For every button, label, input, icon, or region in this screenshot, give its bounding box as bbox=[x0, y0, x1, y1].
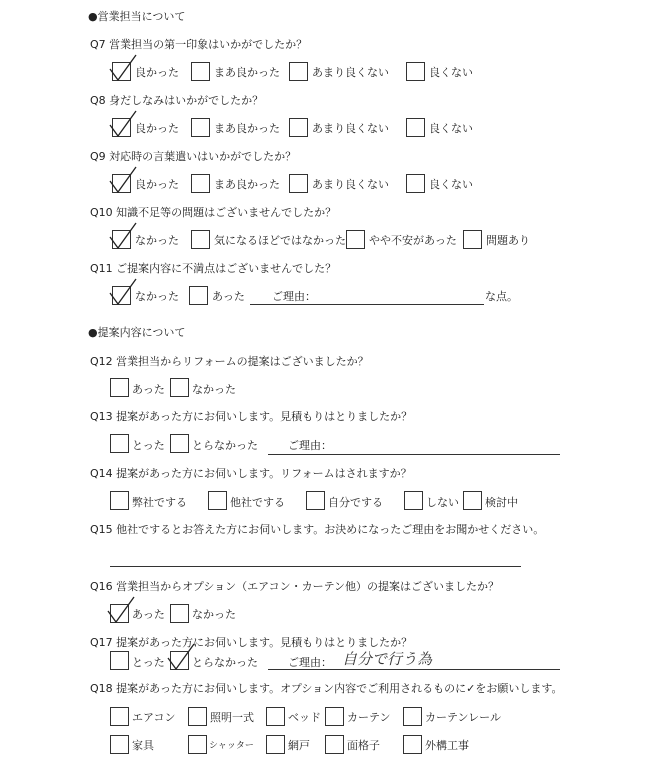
checkbox-q18-window-grille[interactable] bbox=[325, 735, 344, 754]
question-q14: Q14 提案があった方にお伺いします。リフォームはされますか？ bbox=[90, 467, 412, 480]
checkbox-q16-opt1[interactable] bbox=[170, 604, 189, 623]
question-q18: Q18 提案があった方にお伺いします。オプション内容でご利用されるものに✓をお願いします。 bbox=[90, 682, 563, 695]
option-label: まあ良かった bbox=[214, 66, 280, 79]
checkbox-q13-opt0[interactable] bbox=[110, 434, 129, 453]
option-label: シャッター bbox=[209, 741, 254, 751]
option-label: 弊社でする bbox=[132, 496, 187, 509]
checkbox-q14-opt3[interactable] bbox=[404, 491, 423, 510]
option-label: 良くない bbox=[429, 122, 473, 135]
option-label: カーテン bbox=[347, 711, 391, 724]
option-label: とらなかった bbox=[192, 439, 258, 452]
option-label: まあ良かった bbox=[214, 178, 280, 191]
checkbox-q18-furniture[interactable] bbox=[110, 735, 129, 754]
checkbox-q14-opt4[interactable] bbox=[463, 491, 482, 510]
option-label: 網戸 bbox=[288, 739, 310, 752]
option-label: 良かった bbox=[135, 178, 179, 191]
option-label: 気になるほどではなかった bbox=[214, 234, 346, 247]
checkbox-q8-opt2[interactable] bbox=[289, 118, 308, 137]
option-label: あった bbox=[212, 290, 245, 303]
option-label: 良かった bbox=[135, 66, 179, 79]
question-q10: Q10 知識不足等の問題はございませんでしたか？ bbox=[90, 206, 337, 219]
option-label: 良くない bbox=[429, 66, 473, 79]
option-label: 問題あり bbox=[486, 234, 530, 247]
option-label: なかった bbox=[135, 234, 179, 247]
option-label: しない bbox=[426, 496, 459, 509]
checkbox-q17-opt0[interactable] bbox=[110, 651, 129, 670]
checkbox-q14-opt0[interactable] bbox=[110, 491, 129, 510]
option-label: なかった bbox=[135, 290, 179, 303]
reason-label: ご理由： bbox=[272, 290, 316, 303]
option-label: まあ良かった bbox=[214, 122, 280, 135]
checkbox-q14-opt1[interactable] bbox=[208, 491, 227, 510]
checkbox-q14-opt2[interactable] bbox=[306, 491, 325, 510]
checkbox-q10-opt1[interactable] bbox=[191, 230, 210, 249]
section-title-proposal: ●提案内容について bbox=[88, 326, 186, 339]
option-label: なかった bbox=[192, 608, 236, 621]
checkbox-q18-curtain[interactable] bbox=[325, 707, 344, 726]
option-label: とった bbox=[132, 439, 165, 452]
question-q15: Q15 他社でするとお答えた方にお伺いします。お決めになったご理由をお聞かせください。 bbox=[90, 523, 545, 536]
checkbox-q7-opt1[interactable] bbox=[191, 62, 210, 81]
option-label: とらなかった bbox=[192, 656, 258, 669]
checkbox-q10-opt3[interactable] bbox=[463, 230, 482, 249]
reason-suffix: な点。 bbox=[485, 290, 518, 303]
option-label: やや不安があった bbox=[369, 234, 457, 247]
checkbox-q7-opt2[interactable] bbox=[289, 62, 308, 81]
checkbox-q18-curtain-rail[interactable] bbox=[403, 707, 422, 726]
question-q11: Q11 ご提案内容に不満点はございませんでした？ bbox=[90, 262, 337, 275]
reason-label: ご理由： bbox=[288, 439, 332, 452]
checkbox-q11-opt1[interactable] bbox=[189, 286, 208, 305]
option-label: 家具 bbox=[132, 739, 154, 752]
checkbox-q12-opt0[interactable] bbox=[110, 378, 129, 397]
question-q12: Q12 営業担当からリフォームの提案はございましたか？ bbox=[90, 355, 369, 368]
checkbox-q18-screen-door[interactable] bbox=[266, 735, 285, 754]
option-label: 他社でする bbox=[230, 496, 285, 509]
reason-line[interactable] bbox=[268, 454, 560, 455]
option-label: あまり良くない bbox=[312, 122, 389, 135]
option-label: ベッド bbox=[288, 711, 321, 724]
checkbox-q18-lighting[interactable] bbox=[188, 707, 207, 726]
option-label: 良くない bbox=[429, 178, 473, 191]
question-q16: Q16 営業担当からオプション（エアコン・カーテン他）の提案はございましたか？ bbox=[90, 580, 500, 593]
checkbox-q8-opt3[interactable] bbox=[406, 118, 425, 137]
question-q8: Q8 身だしなみはいかがでしたか？ bbox=[90, 94, 264, 107]
reason-line[interactable] bbox=[268, 669, 560, 670]
checkbox-q18-exterior[interactable] bbox=[403, 735, 422, 754]
option-label: 検討中 bbox=[485, 496, 518, 509]
option-label: あまり良くない bbox=[312, 66, 389, 79]
question-q9: Q9 対応時の言葉遣いはいかがでしたか？ bbox=[90, 150, 297, 163]
option-label: 外構工事 bbox=[425, 739, 469, 752]
question-q7: Q7 営業担当の第一印象はいかがでしたか？ bbox=[90, 38, 308, 51]
checkbox-q9-opt3[interactable] bbox=[406, 174, 425, 193]
checkbox-q18-aircon[interactable] bbox=[110, 707, 129, 726]
checkbox-q18-bed[interactable] bbox=[266, 707, 285, 726]
handwritten-reason: 自分で行う為 bbox=[342, 650, 433, 668]
checkbox-q13-opt1[interactable] bbox=[170, 434, 189, 453]
option-label: なかった bbox=[192, 383, 236, 396]
reason-line[interactable] bbox=[250, 304, 484, 305]
section-title-sales: ●営業担当について bbox=[88, 10, 186, 23]
checkbox-q12-opt1[interactable] bbox=[170, 378, 189, 397]
option-label: 良かった bbox=[135, 122, 179, 135]
option-label: とった bbox=[132, 656, 165, 669]
answer-line[interactable] bbox=[110, 566, 521, 567]
checkbox-q7-opt3[interactable] bbox=[406, 62, 425, 81]
checkbox-q8-opt1[interactable] bbox=[191, 118, 210, 137]
checkbox-q9-opt2[interactable] bbox=[289, 174, 308, 193]
option-label: カーテンレール bbox=[425, 711, 501, 724]
question-q13: Q13 提案があった方にお伺いします。見積もりはとりましたか？ bbox=[90, 410, 413, 423]
option-label: エアコン bbox=[132, 711, 176, 724]
option-label: あった bbox=[132, 383, 165, 396]
option-label: 自分でする bbox=[328, 496, 383, 509]
option-label: 面格子 bbox=[347, 739, 380, 752]
reason-label: ご理由： bbox=[288, 656, 332, 669]
option-label: あまり良くない bbox=[312, 178, 389, 191]
option-label: あった bbox=[132, 608, 165, 621]
checkbox-q9-opt1[interactable] bbox=[191, 174, 210, 193]
question-q17: Q17 提案があった方にお伺いします。見積もりはとりましたか？ bbox=[90, 636, 413, 649]
option-label: 照明一式 bbox=[210, 711, 254, 724]
checkbox-q10-opt2[interactable] bbox=[346, 230, 365, 249]
checkbox-q18-shutter[interactable] bbox=[188, 735, 207, 754]
